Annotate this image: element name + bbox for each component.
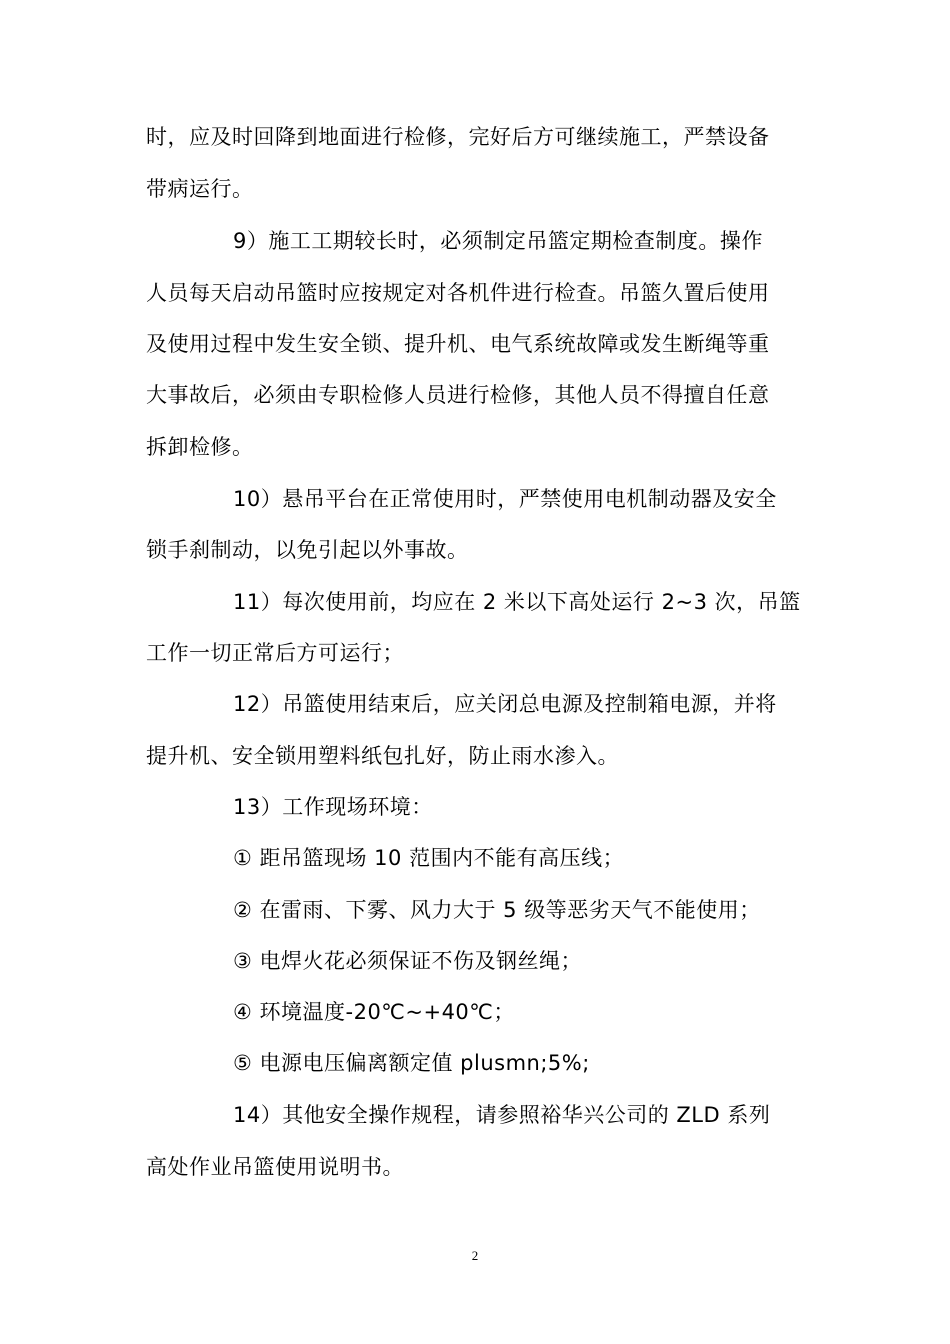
text-line: 高处作业吊篮使用说明书。 [146, 1155, 404, 1179]
list-item: ① 距吊篮现场 10 范围内不能有高压线； [233, 846, 625, 870]
text-line: 锁手刹制动，以免引起以外事故。 [146, 538, 469, 562]
text-line: 时，应及时回降到地面进行检修，完好后方可继续施工，严禁设备 [146, 125, 770, 149]
item-13-line: 13）工作现场环境： [233, 795, 433, 819]
text-line: 工作一切正常后方可运行； [146, 641, 404, 665]
item-12-line: 12）吊篮使用结束后，应关闭总电源及控制箱电源，并将 [233, 692, 777, 716]
item-11-line: 11）每次使用前，均应在 2 米以下高处运行 2~3 次，吊篮 [233, 590, 801, 614]
item-14-line: 14）其他安全操作规程，请参照裕华兴公司的 ZLD 系列 [233, 1103, 771, 1127]
text-line: 人员每天启动吊篮时应按规定对各机件进行检查。吊篮久置后使用 [146, 281, 770, 305]
item-10-line: 10）悬吊平台在正常使用时，严禁使用电机制动器及安全 [233, 487, 777, 511]
text-line: 及使用过程中发生安全锁、提升机、电气系统故障或发生断绳等重 [146, 332, 770, 356]
page-number: 2 [471, 1248, 479, 1263]
text-line: 拆卸检修。 [146, 435, 254, 459]
text-line: 带病运行。 [146, 177, 254, 201]
list-item: ② 在雷雨、下雾、风力大于 5 级等恶劣天气不能使用； [233, 898, 761, 922]
item-9-line: 9）施工工期较长时，必须制定吊篮定期检查制度。操作 [233, 229, 763, 253]
text-line: 提升机、安全锁用塑料纸包扎好，防止雨水渗入。 [146, 744, 619, 768]
list-item: ③ 电焊火花必须保证不伤及钢丝绳； [233, 949, 583, 973]
list-item: ④ 环境温度-20℃~+40℃； [233, 1000, 515, 1024]
text-line: 大事故后，必须由专职检修人员进行检修，其他人员不得擅自任意 [146, 383, 770, 407]
list-item: ⑤ 电源电压偏离额定值 plusmn;5%; [233, 1051, 590, 1075]
